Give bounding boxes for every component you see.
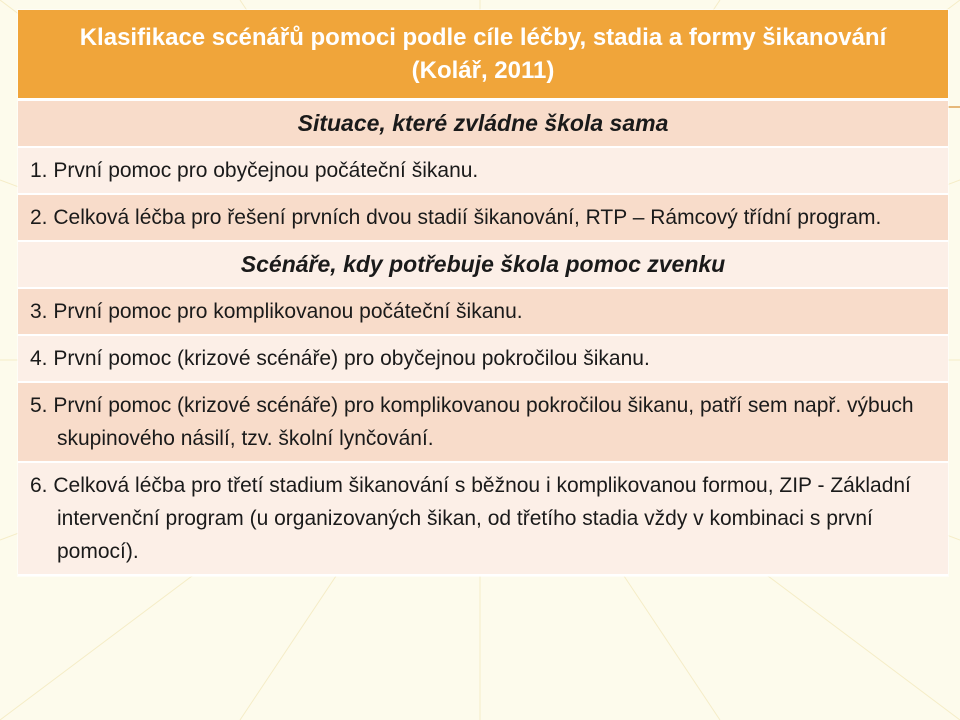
- table-row: [18, 463, 948, 576]
- classification-table: [18, 10, 948, 576]
- table-row: [18, 289, 948, 336]
- row-text: 6. Celková léčba pro třetí stadium šikanování s běžnou i komplikovanou formou, ZIP - Základní intervenční program (u organizovaných šikan, od třetího stadia vždy v kombinaci s první pomocí).: [30, 474, 911, 563]
- section-heading-text: Situace, které zvládne škola sama: [297, 110, 669, 136]
- table-title: [18, 10, 948, 101]
- row-text: 4. První pomoc (krizové scénáře) pro obyčejnou pokročilou šikanu.: [30, 347, 650, 370]
- section-heading-outside-help: [18, 242, 948, 289]
- table-row: [18, 336, 948, 383]
- decorative-side-line: [946, 106, 960, 108]
- section-heading-school-alone: [18, 101, 948, 148]
- row-text: 1. První pomoc pro obyčejnou počáteční šikanu.: [30, 159, 479, 182]
- section-heading-text: Scénáře, kdy potřebuje škola pomoc zvenku: [240, 251, 726, 277]
- table-row: [18, 195, 948, 242]
- table-row: [18, 383, 948, 463]
- table-row: [18, 148, 948, 195]
- table-title-text: Klasifikace scénářů pomoci podle cíle léčby, stadia a formy šikanování (Kolář, 2011): [79, 24, 887, 84]
- row-text: 3. První pomoc pro komplikovanou počáteční šikanu.: [30, 300, 523, 323]
- row-text: 5. První pomoc (krizové scénáře) pro komplikovanou pokročilou šikanu, patří sem např. výbuch skupinového násilí, tzv. školní lynčování.: [30, 394, 914, 450]
- row-text: 2. Celková léčba pro řešení prvních dvou stadií šikanování, RTP – Rámcový třídní program.: [30, 206, 882, 229]
